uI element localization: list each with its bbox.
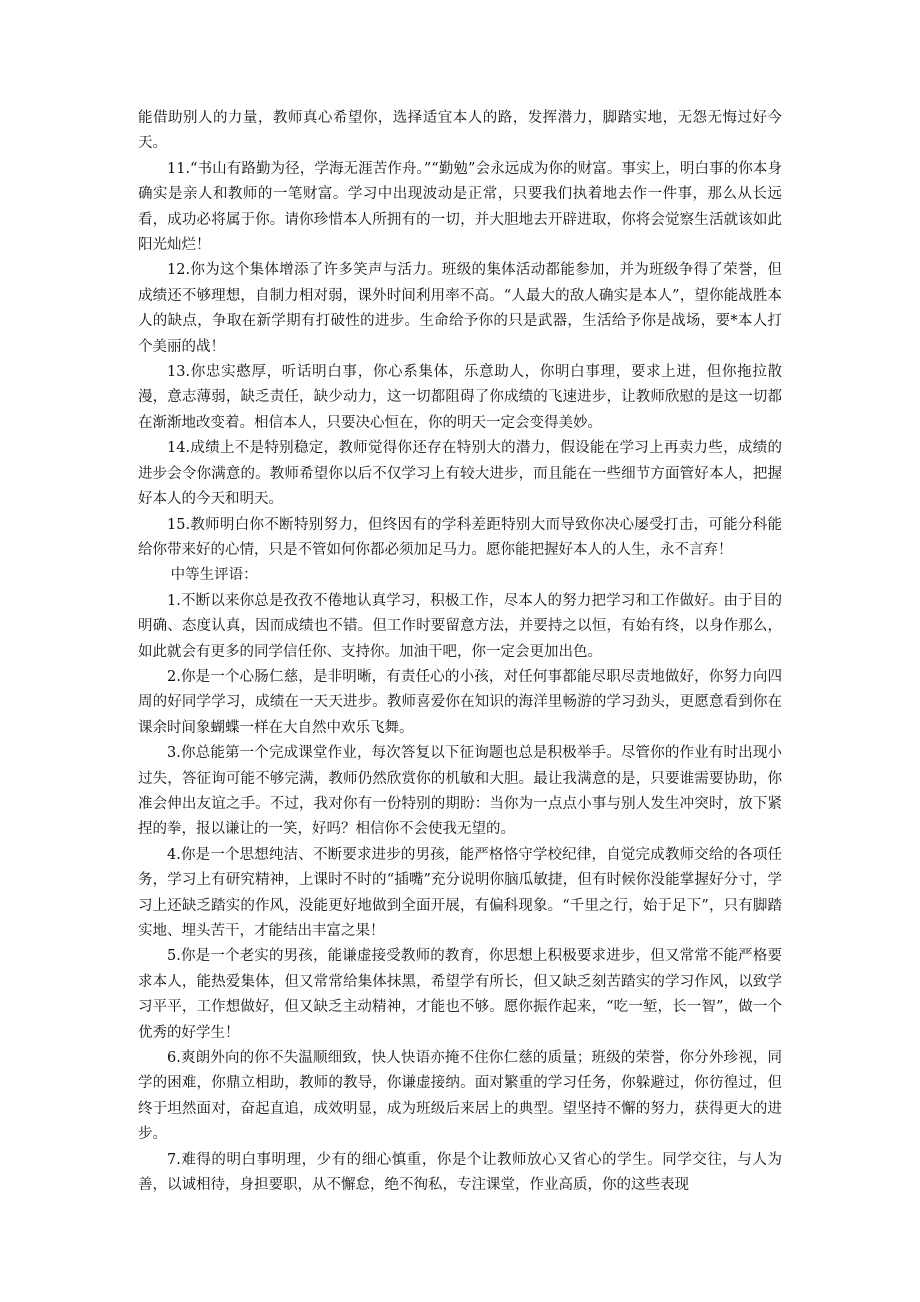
mid-comment-item-2: 2.你是一个心肠仁慈，是非明晰，有责任心的小孩，对任何事都能尽职尽责地做好，你努力向四周的好同学学习，成绩在一天天进步。教师喜爱你在知识的海洋里畅游的学习劲头，更愿意看到你在课余时间象蝴蝶一样在大自然中欢乐飞舞。 xyxy=(138,668,782,736)
section-heading: 中等生评语： xyxy=(170,567,258,584)
mid-comment-item-6: 6.爽朗外向的你不失温顺细致，快人快语亦掩不住你仁慈的质量；班级的荣誉，你分外珍视，同学的困难，你鼎立相助，教师的教导，你谦虚接纳。面对繁重的学习任务，你躲避过，你彷徨过，但终于坦然面对，奋起直追，成效明显，成为班级后来居上的典型。望坚持不懈的努力，获得更大的进步。 xyxy=(138,1050,782,1143)
comment-item-11: 11.“书山有路勤为径，学海无涯苦作舟。”“勤勉”会永远成为你的财富。事实上，明白事的你本身确实是亲人和教师的一笔财富。学习中出现波动是正常，只要我们执着地去作一件事，那么从长远看，成功必将属于你。请你珍惜本人所拥有的一切，并大胆地去开辟进取，你将会觉察生活就该如此阳光灿烂！ xyxy=(138,160,782,254)
mid-comment-item-1: 1.不断以来你总是孜孜不倦地认真学习，积极工作，尽本人的努力把学习和工作做好。由于目的明确、态度认真，因而成绩也不错。但工作时要留意方法，并要持之以恒，有始有终，以身作那么，如此就会有更多的同学信任你、支持你。加油干吧，你一定会更加出色。 xyxy=(138,592,782,660)
comment-item-14: 14.成绩上不是特别稳定，教师觉得你还存在特别大的潜力，假设能在学习上再卖力些，成绩的进步会令你满意的。教师希望你以后不仅学习上有较大进步，而且能在一些细节方面管好本人，把握好本人的今天和明天。 xyxy=(138,440,782,508)
comment-item-15: 15.教师明白你不断特别努力，但终因有的学科差距特别大而导致你决心屡受打击，可能分科能给你带来好的心情，只是不管如何你都必须加足马力。愿你能把握好本人的人生，永不言弃！ xyxy=(138,516,782,558)
mid-comment-item-3: 3.你总能第一个完成课堂作业，每次答复以下征询题也总是积极举手。尽管你的作业有时出现小过失，答征询可能不够完满，教师仍然欣赏你的机敏和大胆。最让我满意的是，只要谁需要协助，你准会伸出友谊之手。不过，我对你有一份特别的期盼：当你为一点点小事与别人发生冲突时，放下紧捏的拳，报以谦让的一笑，好吗？相信你不会使我无望的。 xyxy=(138,745,782,838)
document-body xyxy=(138,106,782,1198)
mid-comment-item-7: 7.难得的明白事明理，少有的细心慎重，你是个让教师放心又省心的学生。同学交往，与人为善，以诚相待，身担要职，从不懈怠，绝不徇私，专注课堂，作业高质，你的这些表现 xyxy=(138,1151,782,1194)
mid-comment-item-4: 4.你是一个思想纯洁、不断要求进步的男孩，能严格恪守学校纪律，自觉完成教师交给的各项任务，学习上有研究精神，上课时不时的“插嘴”充分说明你脑瓜敏捷，但有时候你没能掌握好分寸，学习上还缺乏踏实的作风，没能更好地做到全面开展，有偏科现象。“千里之行，始于足下”，只有脚踏实地、埋头苦干，才能结出丰富之果！ xyxy=(138,846,782,939)
comment-item-12: 12.你为这个集体增添了许多笑声与活力。班级的集体活动都能参加，并为班级争得了荣誉，但成绩还不够理想，自制力相对弱，课外时间利用率不高。“人最大的敌人确实是本人”，望你能战胜本人的缺点，争取在新学期有打破性的进步。生命给予你的只是武器，生活给予你是战场，要*本人打个美丽的战！ xyxy=(138,262,782,355)
intro-continuation: 能借助别人的力量，教师真心希望你，选择适宜本人的路，发挥潜力，脚踏实地，无怨无悔过好今天。 xyxy=(138,110,782,152)
mid-comment-item-5: 5.你是一个老实的男孩，能谦虚接受教师的教育，你思想上积极要求进步，但又常常不能严格要求本人，能热爱集体，但又常常给集体抹黑，希望学有所长，但又缺乏刻苦踏实的学习作风，以致学习平平，工作想做好，但又缺乏主动精神，才能也不够。愿你振作起来，“吃一堑，长一智”，做一个优秀的好学生！ xyxy=(138,948,782,1041)
comment-item-13: 13.你忠实憨厚，听话明白事，你心系集体，乐意助人，你明白事理，要求上进，但你拖拉散漫，意志薄弱，缺乏责任，缺少动力，这一切都阻碍了你成绩的飞速进步，让教师欣慰的是这一切都在渐渐地改变着。相信本人，只要决心恒在，你的明天一定会变得美妙。 xyxy=(138,364,782,431)
